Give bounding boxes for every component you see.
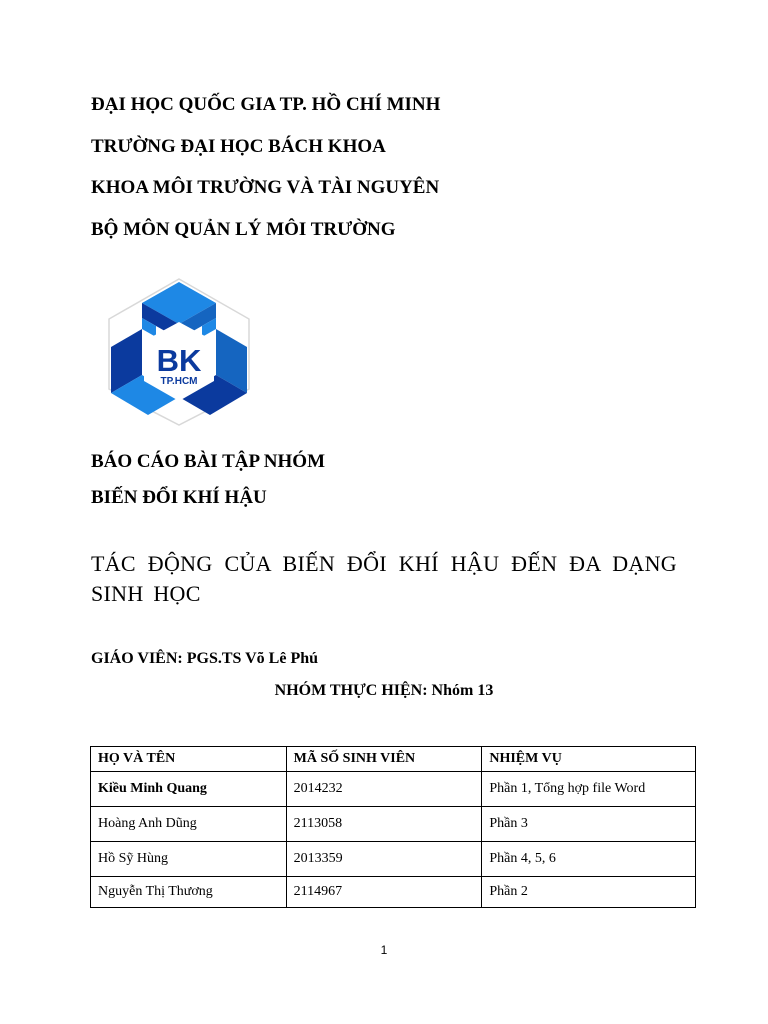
- university-name: ĐẠI HỌC QUỐC GIA TP. HỒ CHÍ MINH: [91, 94, 441, 115]
- bk-logo: [106, 277, 252, 427]
- logo-text-tphcm: TP.HCM: [160, 376, 198, 387]
- page-number: 1: [380, 943, 388, 957]
- members-table: [90, 746, 696, 908]
- member-name: Hồ Sỹ Hùng: [91, 842, 287, 877]
- table-row: [91, 772, 696, 807]
- member-task: Phần 1, Tổng hợp file Word: [482, 772, 696, 807]
- header-name: HỌ VÀ TÊN: [91, 747, 287, 772]
- group-line: NHÓM THỰC HIỆN: Nhóm 13: [274, 682, 494, 699]
- table-row: [91, 877, 696, 908]
- member-id: 2013359: [286, 842, 482, 877]
- member-task: Phần 2: [482, 877, 696, 908]
- department-name: BỘ MÔN QUẢN LÝ MÔI TRƯỜNG: [91, 219, 396, 240]
- report-title: TÁC ĐỘNG CỦA BIẾN ĐỔI KHÍ HẬU ĐẾN ĐA DẠNG SINH HỌC: [91, 551, 677, 606]
- member-id: 2113058: [286, 807, 482, 842]
- member-name: Nguyễn Thị Thương: [91, 877, 287, 908]
- header-task: NHIỆM VỤ: [482, 747, 696, 772]
- teacher-line: GIÁO VIÊN: PGS.TS Võ Lê Phú: [91, 650, 319, 667]
- faculty-name: KHOA MÔI TRƯỜNG VÀ TÀI NGUYÊN: [91, 177, 440, 198]
- table-row: [91, 807, 696, 842]
- member-id: 2014232: [286, 772, 482, 807]
- member-name: Hoàng Anh Dũng: [91, 807, 287, 842]
- logo-text-bk: BK: [156, 343, 202, 378]
- member-id: 2114967: [286, 877, 482, 908]
- member-task: Phần 3: [482, 807, 696, 842]
- subject-name: BIẾN ĐỔI KHÍ HẬU: [91, 487, 267, 508]
- member-task: Phần 4, 5, 6: [482, 842, 696, 877]
- member-name: Kiều Minh Quang: [91, 772, 287, 807]
- table-row: [91, 842, 696, 877]
- report-type: BÁO CÁO BÀI TẬP NHÓM: [91, 451, 326, 472]
- school-name: TRƯỜNG ĐẠI HỌC BÁCH KHOA: [91, 136, 386, 157]
- table-header-row: [91, 747, 696, 772]
- header-student-id: MÃ SỐ SINH VIÊN: [286, 747, 482, 772]
